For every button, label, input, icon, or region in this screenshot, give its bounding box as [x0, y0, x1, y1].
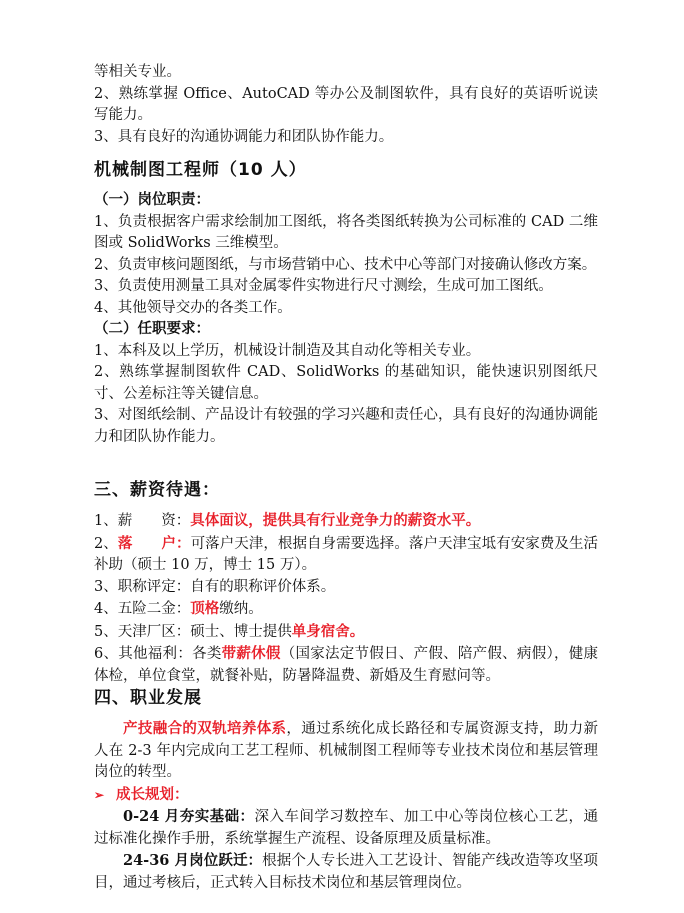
mech-section	[94, 190, 598, 448]
duty-item: 2、负责审核问题图纸，与市场营销中心、技术中心等部门对接确认修改方案。	[94, 256, 597, 273]
duties-heading: （一）岗位职责：	[94, 192, 210, 208]
highlight-text: 带薪休假	[221, 645, 281, 662]
growth-stage	[94, 850, 598, 894]
stage-label: 24-36 月岗位跃迁：	[123, 852, 263, 869]
paragraph: 2、熟练掌握 Office、AutoCAD 等办公及制图软件，具有良好的英语听说读写能力。	[94, 85, 598, 123]
highlight-text: 落 户：	[117, 534, 191, 552]
career-section	[94, 718, 598, 894]
section-title-mech: 机械制图工程师（10 人）	[94, 160, 307, 180]
growth-plan-label: 成长规划：	[116, 785, 189, 803]
benefit-item	[94, 598, 598, 621]
growth-plan-heading	[94, 784, 598, 807]
paragraph: 等相关专业。	[94, 64, 181, 80]
highlight-text: 具体面议，提供具有行业竞争力的薪资水平。	[190, 512, 481, 529]
benefit-item: 3、职称评定：自有的职称评价体系。	[94, 578, 336, 595]
benefit-item	[94, 621, 598, 644]
highlight-text: 产技融合的双轨培养体系	[123, 720, 287, 737]
paragraph: 3、具有良好的沟通协调能力和团队协作能力。	[94, 128, 394, 145]
stage-text: 根据个人专长进入工艺设计、智能产线改造等攻坚项目，通过考核后，正式转入目标技术岗位和基层管理岗位。	[94, 853, 598, 891]
benefit-text: （国家法定节假日、产假、陪产假、病假），健康体检，单位食堂，就餐补贴，防暑降温费、新婚及生育慰问等。	[94, 646, 599, 684]
section-title-salary: 三、薪资待遇：	[94, 480, 220, 500]
stage-label: 0-24 月夯实基础：	[123, 808, 255, 825]
requirement-item: 3、对图纸绘制、产品设计有较强的学习兴趣和责任心，具有良好的沟通协调能力和团队协作能力。	[94, 407, 598, 445]
career-intro	[94, 718, 598, 784]
benefit-text: 缴纳。	[219, 601, 263, 617]
benefit-label: 5、天津厂区：硕士、博士提供	[94, 623, 292, 640]
benefit-label: 6、其他福利：各类	[94, 646, 222, 662]
highlight-text: 单身宿舍。	[291, 622, 365, 640]
career-intro-text: ，通过系统化成长路径和专属资源支持，助力新人在 2-3 年内完成向工艺工程师、机械制图工程师等专业技术岗位和基层管理岗位的转型。	[94, 721, 599, 780]
benefit-label: 4、五险二金：	[94, 601, 191, 617]
benefit-label: 2、	[94, 535, 118, 552]
duty-item: 4、其他领导交办的各类工作。	[94, 299, 292, 316]
requirement-item: 2、熟练掌握制图软件 CAD、SolidWorks 的基础知识，能快速识别图纸尺寸、公差标注等关键信息。	[94, 364, 598, 402]
benefit-text: 可落户天津，根据自身需要选择。落户天津宝坻有安家费及生活补助（硕士 10 万，博士 15 万）。	[94, 535, 599, 573]
salary-section	[94, 510, 598, 687]
highlight-text: 顶格	[190, 600, 220, 617]
growth-stage	[94, 806, 598, 850]
benefit-item	[94, 533, 598, 577]
benefit-label: 1、薪 资：	[94, 513, 191, 529]
duty-item: 1、负责根据客户需求绘制加工图纸，将各类图纸转换为公司标准的 CAD 二维图或 SolidWorks 三维模型。	[94, 213, 598, 251]
intro-tail	[94, 62, 598, 148]
arrow-bullet-icon: ➢	[94, 787, 105, 802]
duty-item: 3、负责使用测量工具对金属零件实物进行尺寸测绘，生成可加工图纸。	[94, 278, 553, 294]
requirement-item: 1、本科及以上学历，机械设计制造及其自动化等相关专业。	[94, 342, 481, 359]
requirements-heading: （二）任职要求：	[94, 321, 210, 337]
stage-text: 深入车间学习数控车、加工中心等岗位核心工艺，通过标准化操作手册，系统掌握生产流程、设备原理及质量标准。	[94, 809, 598, 847]
benefit-item	[94, 643, 598, 687]
section-title-career: 四、职业发展	[94, 688, 202, 708]
benefit-item	[94, 510, 598, 533]
